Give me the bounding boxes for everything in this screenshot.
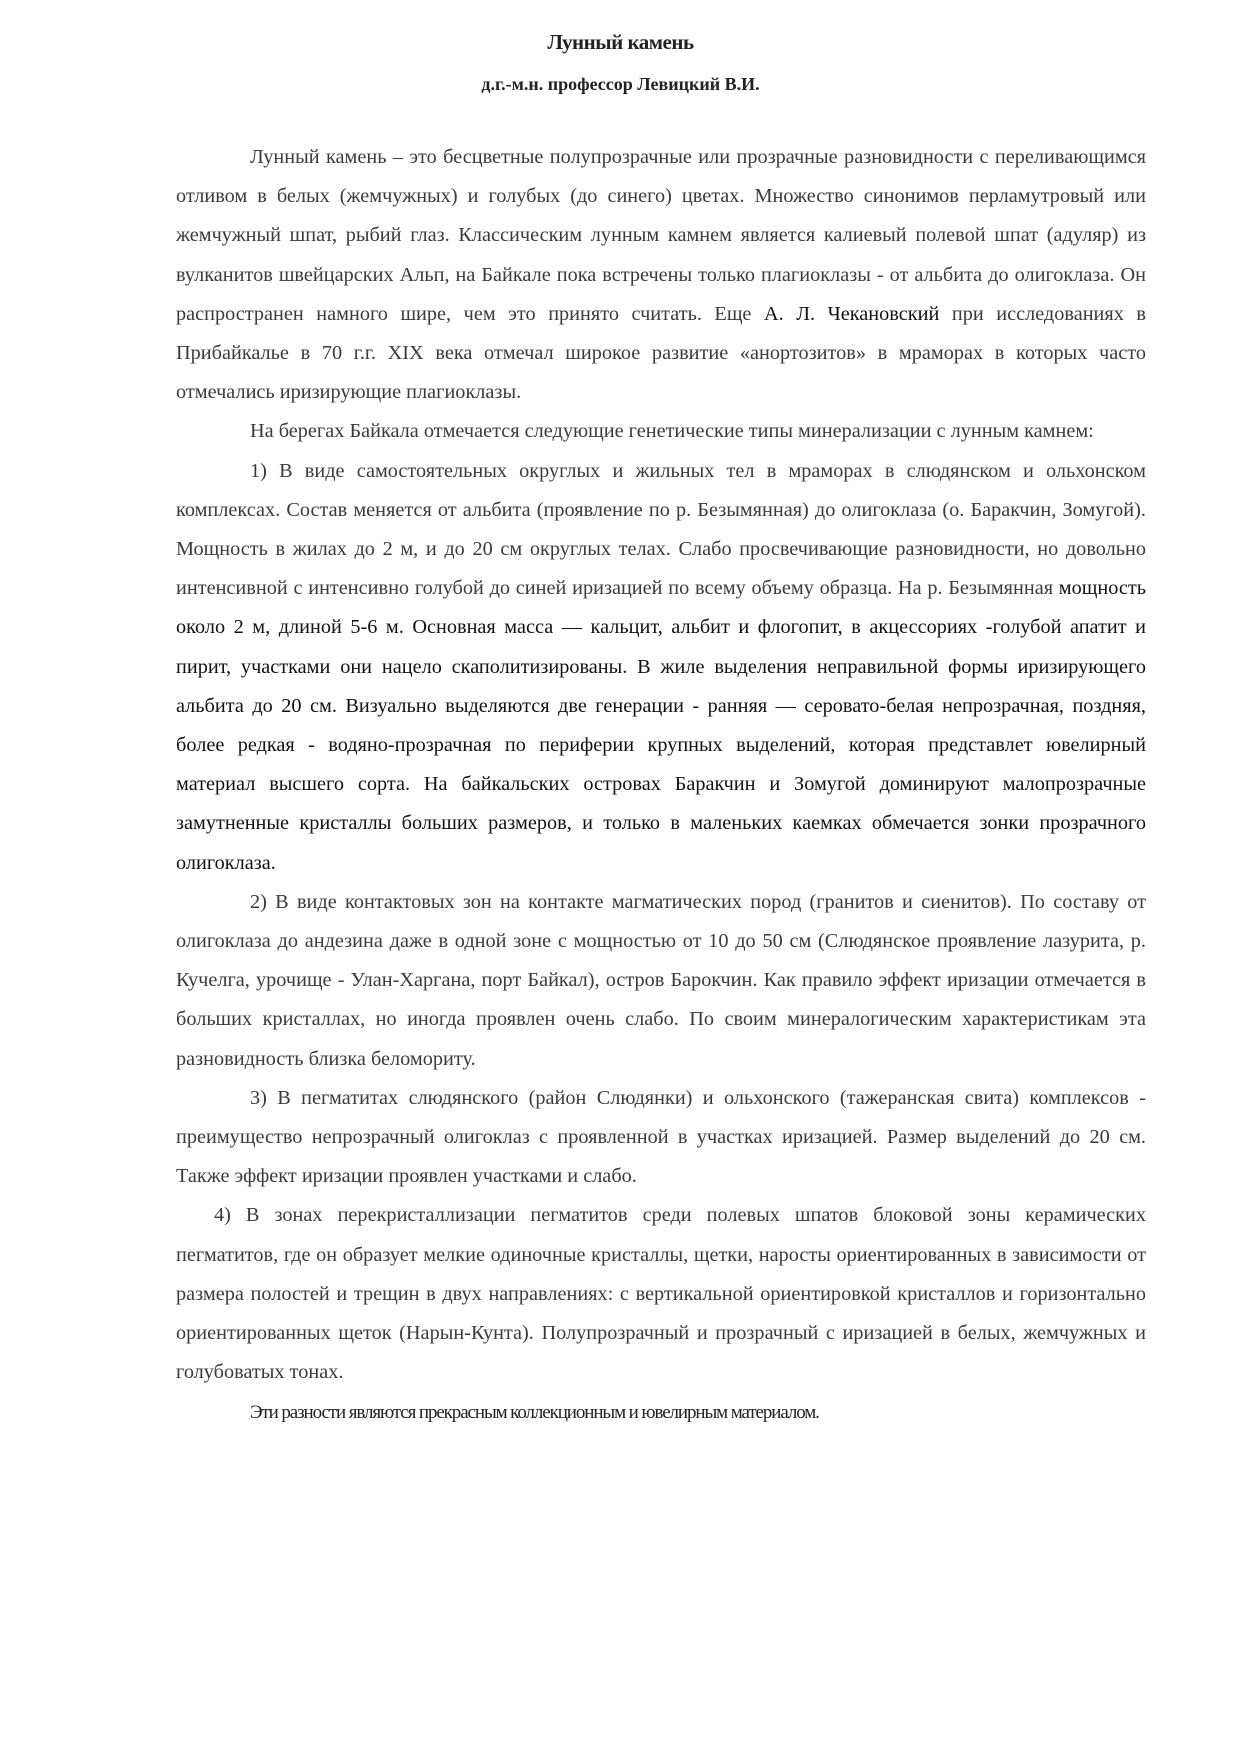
paragraph-intro-name: А. Л. Чекановский	[763, 302, 940, 325]
document-body	[176, 138, 1146, 1432]
paragraph-type-2: 2) В виде контактовых зон на контакте магматических пород (гранитов и сиенитов). По составу от олигоклаза до андезина даже в одной зоне с мощностью от 10 до 50 см (Слюдянское проявление лазурита, р. Кучелга, урочище - Улан-Харгана, порт Байкал), остров Барокчин. Как правило эффект иризации отмечается в больших кристаллах, но иногда проявлен очень слабо. По своим минералогическим характеристикам эта разновидность близка беломориту.	[176, 890, 1146, 1070]
paragraph-type-1	[176, 452, 1146, 883]
paragraph-intro	[176, 138, 1146, 412]
paragraph-conclusion: Эти разности являются прекрасным коллекционным и ювелирным материалом.	[250, 1401, 819, 1423]
paragraph-type-3: 3) В пегматитах слюдянского (район Слюдянки) и ольхонского (тажеранская свита) комплексов - преимущество непрозрачный олигоклаз с проявленной в участках иризацией. Размер выделений до 20 см. Также эффект иризации проявлен участками и слабо.	[176, 1086, 1146, 1188]
document-author: д.г.-м.н. профессор Левицкий В.И.	[481, 74, 760, 94]
paragraph-type-4: 4) В зонах перекристаллизации пегматитов среди полевых шпатов блоковой зоны керамических пегматитов, где он образует мелкие одиночные кристаллы, щетки, наросты ориентированных в зависимости от размера полостей и трещин в двух направлениях: с вертикальной ориентировкой кристаллов и горизонтально ориентированных щеток (Нарын-Кунта). Полупрозрачный и прозрачный с иризацией в белых, жемчужных и голубоватых тонах.	[176, 1204, 1146, 1384]
paragraph-intro-text-c: при исследованиях в Прибайкалье в 70 г.г. XIX века отмечал широкое развитие «анортозитов» в мраморах в которых часто отмечались иризирующие плагиоклазы.	[176, 302, 1146, 404]
paragraph-type-1-text-a: 1) В виде самостоятельных округлых и жильных тел в мраморах в слюдянском и ольхонском комплексах. Состав меняется от альбита (проявление по р. Безымянная) до олигоклаза (о. Баракчин, Зомугой). Мощность в жилах до 2 м, и до 20 см округлых телах. Слабо просвечивающие разновидности, но довольно интенсивной с интенсивно голубой до синей иризацией по всему объему образца. На р. Безымянная	[176, 459, 1146, 600]
paragraph-type-1-text-b: мощность около 2 м, длиной 5-6 м. Основная масса — кальцит, альбит и флогопит, в акцессориях -голубой апатит и пирит, участками они нацело скаполитизированы. В жиле выделения неправильной формы иризирующего альбита до 20 см. Визуально выделяются две генерации - ранняя — серовато-белая непрозрачная, поздняя, более редкая - водяно-прозрачная по периферии крупных выделений, которая представлет ювелирный материал высшего сорта. На байкальских островах Баракчин и Зомугой доминируют малопрозрачные замутненные кристаллы больших размеров, и только в маленьких каемках обмечается зонки прозрачного олигоклаза.	[176, 577, 1146, 874]
paragraph-intro-text-a: Лунный камень – это бесцветные полупрозрачные или прозрачные разновидности с переливающимся отливом в белых (жемчужных) и голубых (до синего) цветах. Множество синонимов перламутровый или жемчужный шпат, рыбий глаз. Классическим лунным камнем является калиевый полевой шпат (адуляр) из вулканитов швейцарских Альп, на Байкале пока встречены только плагиоклазы - от альбита до олигоклаза. Он распространен намного шире, чем это принято считать. Еще	[176, 146, 1146, 325]
document-title: Лунный камень	[547, 30, 694, 54]
paragraph-types-intro: На берегах Байкала отмечается следующие генетические типы минерализации с лунным камнем:	[250, 420, 1094, 443]
